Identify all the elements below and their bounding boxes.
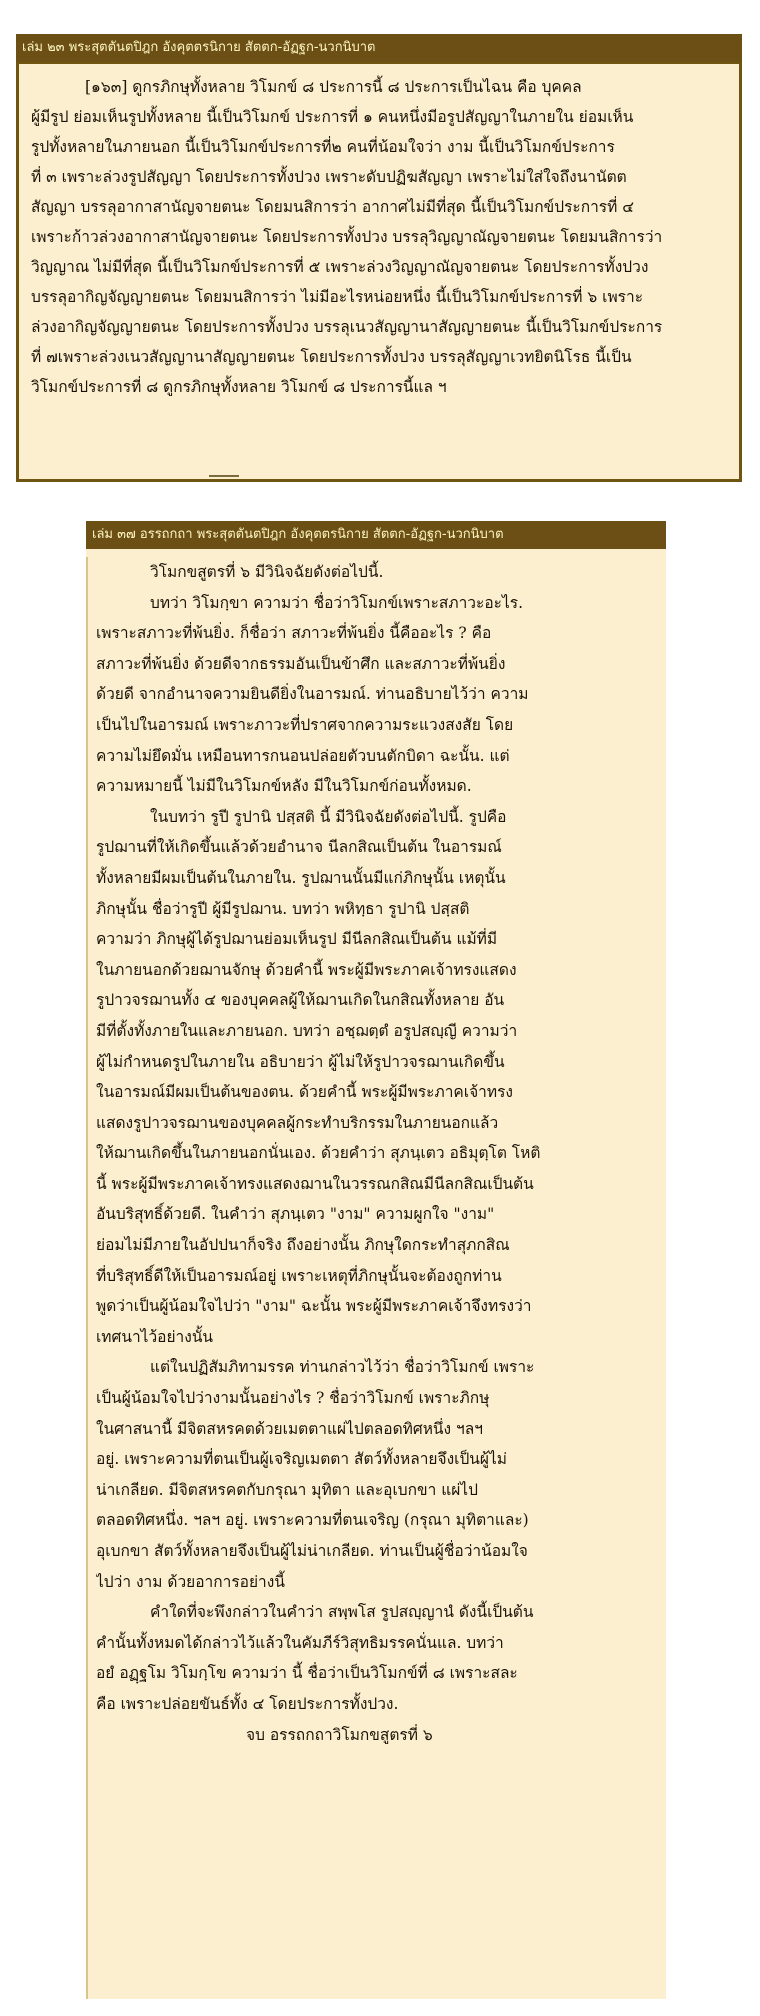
text-line: ไปว่า งาม ด้วยอาการอย่างนี้	[96, 1572, 285, 1591]
text-line: สัญญา บรรลุอากาสานัญจายตนะ โดยมนสิการว่า อากาศไม่มีที่สุด นี้เป็นวิโมกข์ประการที่ ๔	[31, 198, 635, 216]
text-line: ในอารมณ์มีผมเป็นต้นของตน. ด้วยคำนี้ พระผู้มีพระภาคเจ้าทรง	[96, 1083, 513, 1102]
text-line: นี้ พระผู้มีพระภาคเจ้าทรงแสดงฌานในวรรณกสิณมีนีลกสิณเป็นต้น	[96, 1174, 534, 1193]
text-line: ภิกษุนั้น ชื่อว่ารูปี ผู้มีรูปฌาน. บทว่า พหิทฺธา รูปานิ ปสฺสติ	[96, 899, 470, 918]
text-line: เป็นไปในอารมณ์ เพราะภาวะที่ปราศจากความระแวงสงสัย โดย	[96, 715, 514, 734]
text-line: ความไม่ยึดมั่น เหมือนทารกนอนปล่อยตัวบนตักบิดา ฉะนั้น. แต่	[96, 746, 510, 765]
text-line: บรรลุอากิญจัญญายตนะ โดยมนสิการว่า ไม่มีอะไรหน่อยหนึ่ง นี้เป็นวิโมกข์ประการที่ ๖ เพราะ	[31, 288, 644, 306]
panel-commentary	[86, 521, 666, 1999]
text-line: บทว่า วิโมกฺขา ความว่า ชื่อว่าวิโมกข์เพราะสภาวะอะไร.	[150, 593, 523, 612]
text-line: คำใดที่จะพึงกล่าวในคำว่า สพฺพโส รูปสญฺญานํ ดังนี้เป็นต้น	[150, 1603, 534, 1622]
text-line: ให้ฌานเกิดขึ้นในภายนอกนั่นเอง. ด้วยคำว่า สุภนฺเตว อธิมุตฺโต โหติ	[96, 1144, 541, 1163]
text-line: แต่ในปฏิสัมภิทามรรค ท่านกล่าวไว้ว่า ชื่อว่าวิโมกข์ เพราะ	[150, 1358, 535, 1377]
text-line: อันบริสุทธิ์ด้วยดี. ในคำว่า สุภนฺเตว "งาม" ความผูกใจ "งาม"	[96, 1205, 495, 1224]
text-line: วิญญาณ ไม่มีที่สุด นี้เป็นวิโมกข์ประการที่ ๕ เพราะล่วงวิญญาณัญจายตนะ โดยประการทั้งปวง	[31, 258, 649, 276]
text-box[interactable]	[16, 62, 742, 482]
text-line: ในบทว่า รูปี รูปานิ ปสฺสติ นี้ มีวินิจฉัยดังต่อไปนี้. รูปคือ	[150, 807, 507, 826]
text-line: ในภายนอกด้วยฌานจักษุ ด้วยคำนี้ พระผู้มีพระภาคเจ้าทรงแสดง	[96, 960, 517, 979]
text-line: คือ เพราะปล่อยขันธ์ทั้ง ๔ โดยประการทั้งปวง.	[96, 1694, 399, 1713]
panel-header: เล่ม ๓๗ อรรถกถา พระสุตตันตปิฎก อังคุตตรนิกาย สัตตก-อัฏฐก-นวกนิบาต	[86, 521, 666, 549]
text-line: ที่บริสุทธิ์ดีให้เป็นอารมณ์อยู่ เพราะเหตุที่ภิกษุนั้นจะต้องถูกท่าน	[96, 1266, 502, 1285]
text-line: ความว่า ภิกษุผู้ได้รูปฌานย่อมเห็นรูป มีนีลกสิณเป็นต้น แม้ที่มี	[96, 930, 498, 949]
text-line: ทั้งหลายมีผมเป็นต้นในภายใน. รูปฌานนั้นมีแก่ภิกษุนั้น เหตุนั้น	[96, 868, 506, 887]
text-line: สภาวะที่พ้นยิ่ง ด้วยดีจากธรรมอันเป็นข้าศึก และสภาวะที่พ้นยิ่ง	[96, 654, 506, 673]
text-line: เพราะก้าวล่วงอากาสานัญจายตนะ โดยประการทั้งปวง บรรลุวิญญาณัญจายตนะ โดยมนสิการว่า	[31, 228, 663, 246]
text-line: รูปทั้งหลายในภายนอก นี้เป็นวิโมกข์ประการที่๒ คนที่น้อมใจว่า งาม นี้เป็นวิโมกข์ประการ	[31, 138, 615, 156]
text-line: ด้วยดี จากอำนาจความยินดียิ่งในอารมณ์. ท่านอธิบายไว้ว่า ความ	[96, 685, 529, 704]
text-line: ผู้ไม่กำหนดรูปในภายใน อธิบายว่า ผู้ไม่ให้รูปาวจรฌานเกิดขึ้น	[96, 1052, 505, 1071]
text-line: คำนั้นทั้งหมดได้กล่าวไว้แล้วในคัมภีร์วิสุทธิมรรคนั่นแล. บทว่า	[96, 1633, 504, 1652]
panel-header: เล่ม ๒๓ พระสุตตันตปิฎก อังคุตตรนิกาย สัตตก-อัฏฐก-นวกนิบาต	[16, 34, 742, 62]
text-line: เพราะสภาวะที่พ้นยิ่ง. ก็ชื่อว่า สภาวะที่พ้นยิ่ง นี้คืออะไร ? คือ	[96, 624, 492, 643]
panel-tipitaka	[16, 34, 742, 482]
text-line: ที่ ๓ เพราะล่วงรูปสัญญา โดยประการทั้งปวง เพราะดับปฏิฆสัญญา เพราะไม่ใส่ใจถึงนานัตต	[31, 168, 627, 186]
text-line: เทศนาไว้อย่างนั้น	[96, 1327, 214, 1346]
cut-off-line	[209, 475, 239, 482]
text-line: ในศาสนานี้ มีจิตสหรคตด้วยเมตตาแผ่ไปตลอดทิศหนึ่ง ฯลฯ	[96, 1419, 483, 1438]
text-line: ที่ ๗เพราะล่วงเนวสัญญานาสัญญายตนะ โดยประการทั้งปวง บรรลุสัญญาเวทยิตนิโรธ นี้เป็น	[31, 348, 632, 366]
text-line: ล่วงอากิญจัญญายตนะ โดยประการทั้งปวง บรรลุเนวสัญญานาสัญญายตนะ นี้เป็นวิโมกข์ประการ	[31, 318, 663, 336]
text-line: พูดว่าเป็นผู้น้อมใจไปว่า "งาม" ฉะนั้น พระผู้มีพระภาคเจ้าจึงทรงว่า	[96, 1297, 532, 1316]
text-line: น่าเกลียด. มีจิตสหรคตกับกรุณา มุทิตา และอุเบกขา แผ่ไป	[96, 1480, 478, 1499]
text-line: แสดงรูปาวจรฌานของบุคคลผู้กระทำบริกรรมในภายนอกแล้ว	[96, 1113, 499, 1132]
text-line: รูปาวจรฌานทั้ง ๔ ของบุคคลผู้ให้ฌานเกิดในกสิณทั้งหลาย อัน	[96, 991, 505, 1010]
text-line: ตลอดทิศหนึ่ง. ฯลฯ อยู่. เพราะความที่ตนเจริญ (กรุณา มุทิตาและ)	[96, 1511, 529, 1530]
text-line: วิโมกขสูตรที่ ๖ มีวินิจฉัยดังต่อไปนี้.	[150, 563, 384, 581]
text-line: วิโมกข์ประการที่ ๘ ดูกรภิกษุทั้งหลาย วิโมกข์ ๘ ประการนี้แล ฯ	[31, 378, 447, 396]
text-line: [๑๖๓] ดูกรภิกษุทั้งหลาย วิโมกข์ ๘ ประการนี้ ๘ ประการเป็นไฉน คือ บุคคล	[85, 78, 582, 96]
text-line: เป็นผู้น้อมใจไปว่างามนั้นอย่างไร ? ชื่อว่าวิโมกข์ เพราะภิกษุ	[96, 1389, 490, 1408]
text-line: จบ อรรถกถาวิโมกขสูตรที่ ๖	[246, 1725, 433, 1744]
text-line: อุเบกขา สัตว์ทั้งหลายจึงเป็นผู้ไม่น่าเกลียด. ท่านเป็นผู้ชื่อว่าน้อมใจ	[96, 1542, 528, 1560]
text-line: มีที่ตั้งทั้งภายในและภายนอก. บทว่า อชฺฌตฺตํ อรูปสญฺญี ความว่า	[96, 1021, 518, 1040]
text-line: ผู้มีรูป ย่อมเห็นรูปทั้งหลาย นี้เป็นวิโมกข์ ประการที่ ๑ คนหนึ่งมีอรูปสัญญาในภายใน ย่อมเห็น	[31, 108, 634, 126]
text-line: อยํ อฏฺฐโม วิโมกฺโข ความว่า นี้ ชื่อว่าเป็นวิโมกข์ที่ ๘ เพราะสละ	[96, 1664, 518, 1683]
text-line: รูปฌานที่ให้เกิดขึ้นแล้วด้วยอำนาจ นีลกสิณเป็นต้น ในอารมณ์	[96, 838, 502, 857]
text-line: ย่อมไม่มีภายในอัปปนาก็จริง ถึงอย่างนั้น ภิกษุใดกระทำสุภกสิณ	[96, 1236, 510, 1255]
text-line: ความหมายนี้ ไม่มีในวิโมกข์หลัง มีในวิโมกข์ก่อนทั้งหมด.	[96, 777, 472, 796]
text-box[interactable]	[86, 557, 666, 1999]
text-line: อยู่. เพราะความที่ตนเป็นผู้เจริญเมตตา สัตว์ทั้งหลายจึงเป็นผู้ไม่	[96, 1450, 507, 1469]
